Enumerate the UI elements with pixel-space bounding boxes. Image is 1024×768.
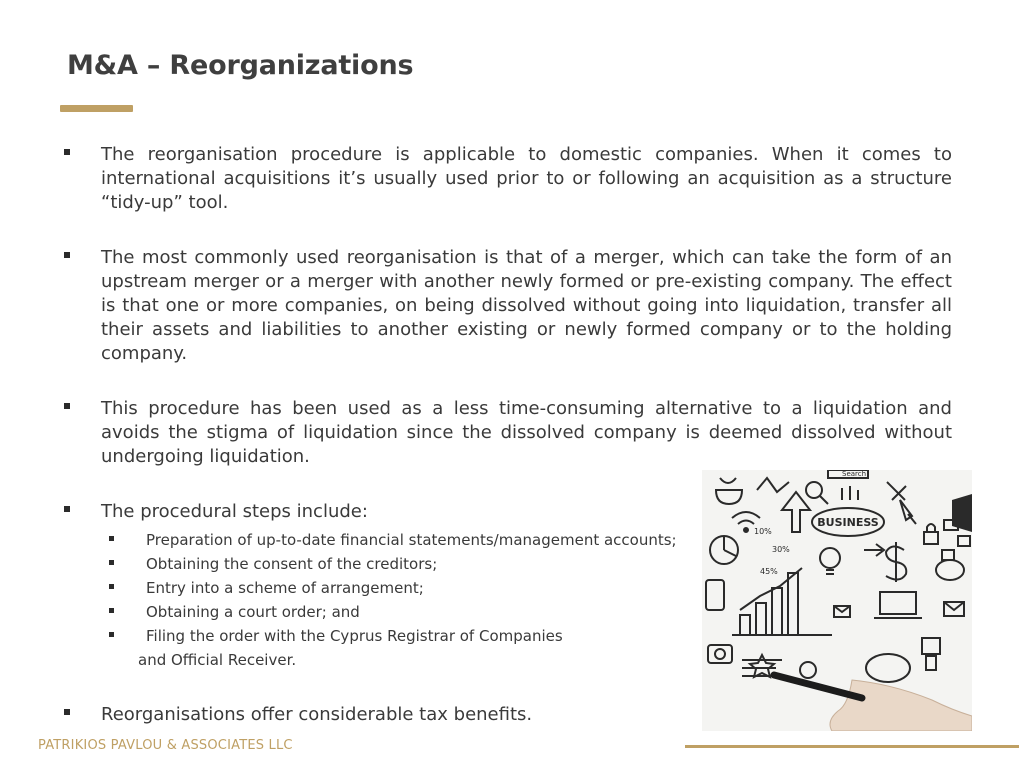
footer-rule — [685, 745, 1019, 748]
step-text: Obtaining a court order; and — [146, 603, 360, 621]
bullet-text: This procedure has been used as a less time-consuming alternative to a liquidation and avoids the stigma of liquidation since the dissolved company is deemed dissolved without undergoing liquidation. — [101, 398, 952, 467]
square-bullet-icon — [109, 632, 114, 637]
bullet-text: The procedural steps include: — [101, 501, 368, 522]
bullet-text: Reorganisations offer considerable tax benefits. — [101, 704, 533, 725]
square-bullet-icon — [64, 506, 70, 512]
business-doodles-illustration — [702, 470, 972, 731]
bullet-item — [60, 397, 952, 469]
footer-company-name: PATRIKIOS PAVLOU & ASSOCIATES LLC — [38, 738, 293, 753]
square-bullet-icon — [109, 584, 114, 589]
step-continuation: and Official Receiver. — [138, 651, 297, 669]
step-text: Obtaining the consent of the creditors; — [146, 555, 438, 573]
business-sketch-image — [702, 470, 972, 731]
percent-label: 30% — [772, 545, 790, 554]
square-bullet-icon — [109, 608, 114, 613]
bullet-item — [60, 246, 952, 366]
business-word: BUSINESS — [817, 516, 879, 529]
square-bullet-icon — [64, 403, 70, 409]
square-bullet-icon — [64, 709, 70, 715]
square-bullet-icon — [109, 536, 114, 541]
square-bullet-icon — [64, 149, 70, 155]
step-text: Filing the order with the Cyprus Registrar of Companies — [146, 627, 563, 645]
title-underline — [60, 105, 133, 112]
step-text: Entry into a scheme of arrangement; — [146, 579, 424, 597]
bullet-text: The most commonly used reorganisation is that of a merger, which can take the form of an upstream merger or a merger with another newly formed or pre-existing company. The effect is that one or more companies, on being dissolved without going into liquidation, transfer all their assets and liabilities to another existing or newly formed company or to the holding company. — [101, 247, 952, 364]
percent-label: 10% — [754, 527, 772, 536]
square-bullet-icon — [64, 252, 70, 258]
bullet-item — [60, 143, 952, 215]
search-word: Search — [842, 470, 867, 478]
percent-label: 45% — [760, 567, 778, 576]
square-bullet-icon — [109, 560, 114, 565]
bullet-text: The reorganisation procedure is applicable to domestic companies. When it comes to international acquisitions it’s usually used prior to or following an acquisition as a structure “tidy-up” tool. — [101, 144, 952, 213]
step-text: Preparation of up-to-date financial statements/management accounts; — [146, 531, 677, 549]
slide-title: M&A – Reorganizations — [67, 50, 414, 81]
